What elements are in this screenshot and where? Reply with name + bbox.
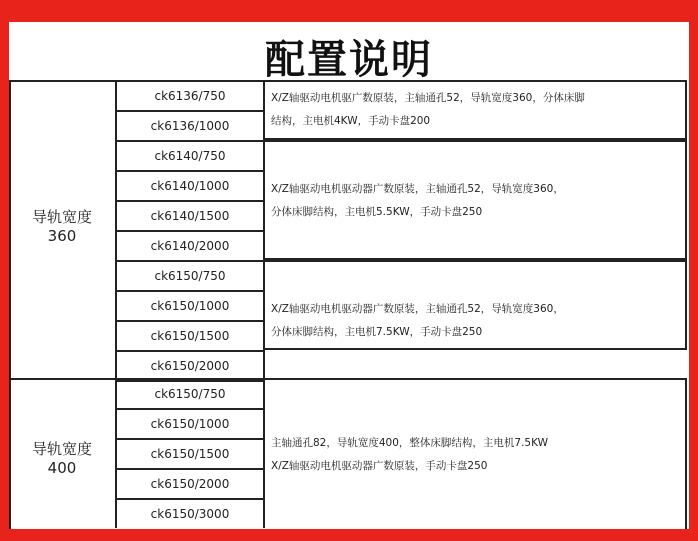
table-top-border xyxy=(9,80,117,82)
description-line: X/Z轴驱动电机驱动器广数原装，手动卡盘250 xyxy=(271,460,488,472)
description-line: 结构，主电机4KW，手动卡盘200 xyxy=(271,115,431,127)
model-cell: ck6150/3000 xyxy=(150,507,230,521)
model-cell: ck6150/2000 xyxy=(117,470,263,500)
model-cell: ck6150/1000 xyxy=(117,292,263,322)
config-sheet xyxy=(9,22,689,529)
model-cell: ck6140/2000 xyxy=(117,232,263,262)
model-cell: ck6150/1500 xyxy=(117,440,263,470)
config-description-ck6140 xyxy=(263,140,687,260)
description-line: 主轴通孔82，导轨宽度400，整体床脚结构，主电机7.5KW xyxy=(271,437,548,449)
config-description-ck6150-400 xyxy=(263,378,687,529)
model-cell: ck6150/1500 xyxy=(117,322,263,352)
description-line: X/Z轴驱动电机驱广数原装，主轴通孔52，导轨宽度360，分体床脚 xyxy=(271,92,585,104)
model-cell: ck6136/1000 xyxy=(117,112,263,142)
group-label-line2: 360 xyxy=(47,227,77,245)
description-line: 分体床脚结构，主电机5.5KW，手动卡盘250 xyxy=(271,206,483,218)
description-line: X/Z轴驱动电机驱动器广数原装，主轴通孔52，导轨宽度360， xyxy=(271,303,564,315)
model-list-ck6150-400 xyxy=(115,378,265,528)
model-cell: ck6150/750 xyxy=(117,378,263,410)
description-line: 分体床脚结构，主电机7.5KW，手动卡盘250 xyxy=(271,326,483,338)
config-description-ck6150-360 xyxy=(263,260,687,350)
model-cell: ck6150/2000 xyxy=(117,352,263,382)
model-cell: ck6136/750 xyxy=(117,80,263,112)
group-divider xyxy=(9,378,117,380)
model-cell: ck6140/750 xyxy=(117,140,263,172)
model-cell: ck6150/750 xyxy=(117,260,263,292)
model-list-ck6140 xyxy=(115,140,265,262)
model-cell: ck6140/1000 xyxy=(117,172,263,202)
group-label-line1: 导轨宽度 xyxy=(31,440,92,458)
group-label-line2: 400 xyxy=(47,459,77,477)
description-line: X/Z轴驱动电机驱动器广数原装，主轴通孔52，导轨宽度360， xyxy=(271,183,564,195)
model-list-ck6136 xyxy=(115,80,265,142)
page-title: 配置说明 xyxy=(265,36,433,83)
group-label-400 xyxy=(9,440,115,478)
model-cell: ck6140/1500 xyxy=(117,202,263,232)
config-description-ck6136 xyxy=(263,80,687,140)
group-label-360 xyxy=(9,208,115,246)
model-list-ck6150-360 xyxy=(115,260,265,382)
model-cell: ck6150/1000 xyxy=(117,410,263,440)
group-label-line1: 导轨宽度 xyxy=(31,208,92,226)
